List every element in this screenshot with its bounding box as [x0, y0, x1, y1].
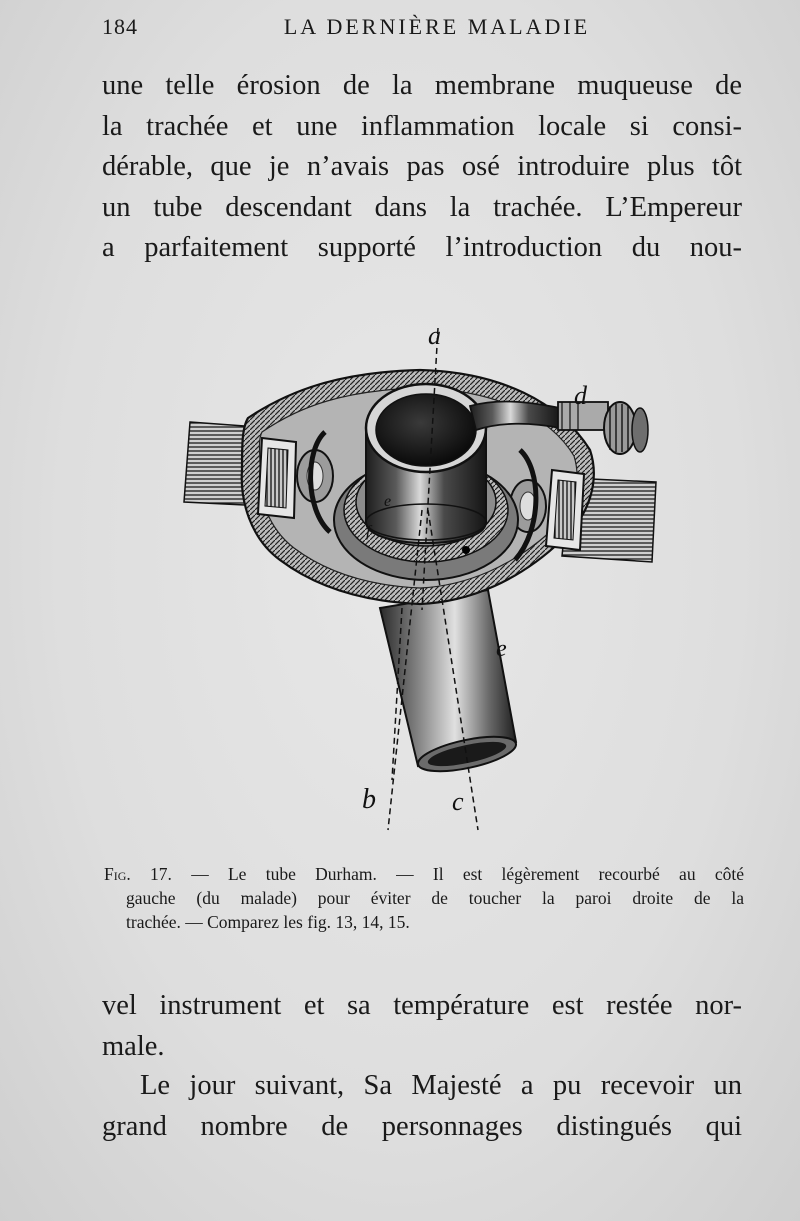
label-e: e [496, 636, 507, 662]
label-f-small: f [366, 523, 371, 540]
paragraph-top [102, 66, 742, 269]
caption-figure-number: Fig. 17. [104, 864, 172, 884]
page-number: 184 [102, 14, 138, 39]
label-a: a [428, 321, 441, 350]
label-d: d [574, 381, 587, 410]
text-line: un tube descendant dans la trachée. L’Empereur [102, 191, 742, 223]
text-line: grand nombre de personnages distingués qui [102, 1110, 742, 1142]
text-line: vel instrument et sa température est restée nor- [102, 990, 742, 1021]
label-c: c [452, 787, 464, 816]
caption-line: trachée. — Comparez les fig. 13, 14, 15. [126, 912, 410, 932]
text-line: dérable, que je n’avais pas osé introduire plus tôt [102, 151, 742, 182]
page-header [102, 14, 742, 48]
running-title: LA DERNIÈRE MALADIE [283, 14, 591, 39]
durham-tube-engraving [170, 310, 670, 840]
figure-caption [104, 862, 744, 934]
paragraph-continued [102, 986, 742, 1067]
text-line: a parfaitement supporté l’introduction du nou- [102, 232, 742, 263]
text-line: male. [102, 1030, 165, 1062]
text-line: la trachée et une inflammation locale si consi- [102, 110, 742, 142]
text-line: une telle érosion de la membrane muqueuse de [102, 70, 742, 101]
label-e-small: e [384, 493, 392, 510]
figure-durham-tube [170, 310, 670, 840]
caption-line: gauche (du malade) pour éviter de toucher la paroi droite de la [126, 888, 744, 908]
paragraph-next [102, 1066, 742, 1147]
caption-line: — Le tube Durham. — Il est légèrement recourbé au côté [171, 864, 744, 884]
text-line: Le jour suivant, Sa Majesté a pu recevoir un [140, 1070, 742, 1101]
label-b: b [362, 784, 376, 815]
